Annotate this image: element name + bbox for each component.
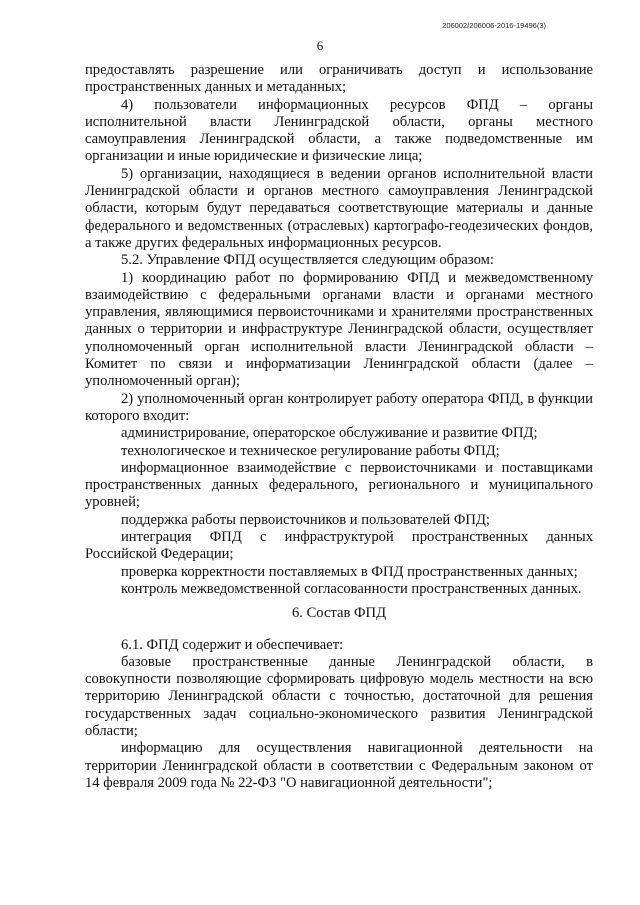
paragraph-p8: технологическое и техническое регулирование работы ФПД;: [121, 442, 500, 459]
paragraph-p2: 4) пользователи информационных ресурсов ФПД – органы исполнительной власти Ленинградской области, органы местного самоуправления Ленинградской области, а также подведомственные им организации и иные юридические и физические лица;: [85, 96, 593, 165]
paragraph-p4: 5.2. Управление ФПД осуществляется следующим образом:: [121, 252, 494, 269]
section-heading: 6. Состав ФПД: [291, 605, 387, 622]
paragraph-p12: проверка корректности поставляемых в ФПД пространственных данных;: [121, 563, 578, 580]
paragraph-p13: контроль межведомственной согласованности пространственных данных.: [121, 580, 582, 597]
paragraph-p1: предоставлять разрешение или ограничивать доступ и использование пространственных данных и метаданных;: [85, 62, 593, 96]
document-body: [85, 62, 593, 792]
paragraph-p5: 1) координацию работ по формированию ФПД и межведомственному взаимодействию с федеральными органами власти и органами местного управления, являющимися первоисточниками и хранителями пространственных данных о территории и инфраструктуре Ленинградской области, осуществляет уполномоченный орган исполнительной власти Ленинградской области – Комитет по связи и информатизации Ленинградской области (далее – уполномоченный орган);: [85, 269, 593, 390]
paragraph-p6: 2) уполномоченный орган контролирует работу оператора ФПД, в функции которого входит:: [85, 390, 593, 424]
paragraph-p11: интеграция ФПД с инфраструктурой пространственных данных Российской Федерации;: [85, 529, 593, 563]
paragraph-p3: 5) организации, находящиеся в ведении органов исполнительной власти Ленинградской области и органов местного самоуправления Ленинградской области, которым будут передаваться соответствующие материалы и данные федерального и ведомственных (отраслевых) картографо-геодезических фондов, а также других федеральных информационных ресурсов.: [85, 165, 593, 251]
paragraph-q2: базовые пространственные данные Ленинградской области, в совокупности позволяющие сформировать цифровую модель местности на всю территорию Ленинградской области с точностью, достаточной для решения государственных задач социально-экономического развития Ленинградской области;: [85, 653, 593, 739]
paragraph-q1: 6.1. ФПД содержит и обеспечивает:: [121, 636, 344, 653]
page-number: 6: [316, 38, 324, 53]
paragraph-q3: информацию для осуществления навигационной деятельности на территории Ленинградской области в соответствии с Федеральным законом от 14 февраля 2009 года № 22-ФЗ "О навигационной деятельности";: [85, 740, 593, 791]
paragraph-p7: администрирование, операторское обслуживание и развитие ФПД;: [121, 425, 538, 442]
paragraph-p9: информационное взаимодействие с первоисточниками и поставщиками пространственных данных федерального, регионального и муниципального уровней;: [85, 459, 593, 511]
paragraph-p10: поддержка работы первоисточников и пользователей ФПД;: [121, 511, 490, 528]
document-id: 206002/206006-2016-19496(3): [442, 21, 546, 30]
paragraph-group-1: [85, 62, 593, 598]
paragraph-group-2: [85, 637, 593, 793]
